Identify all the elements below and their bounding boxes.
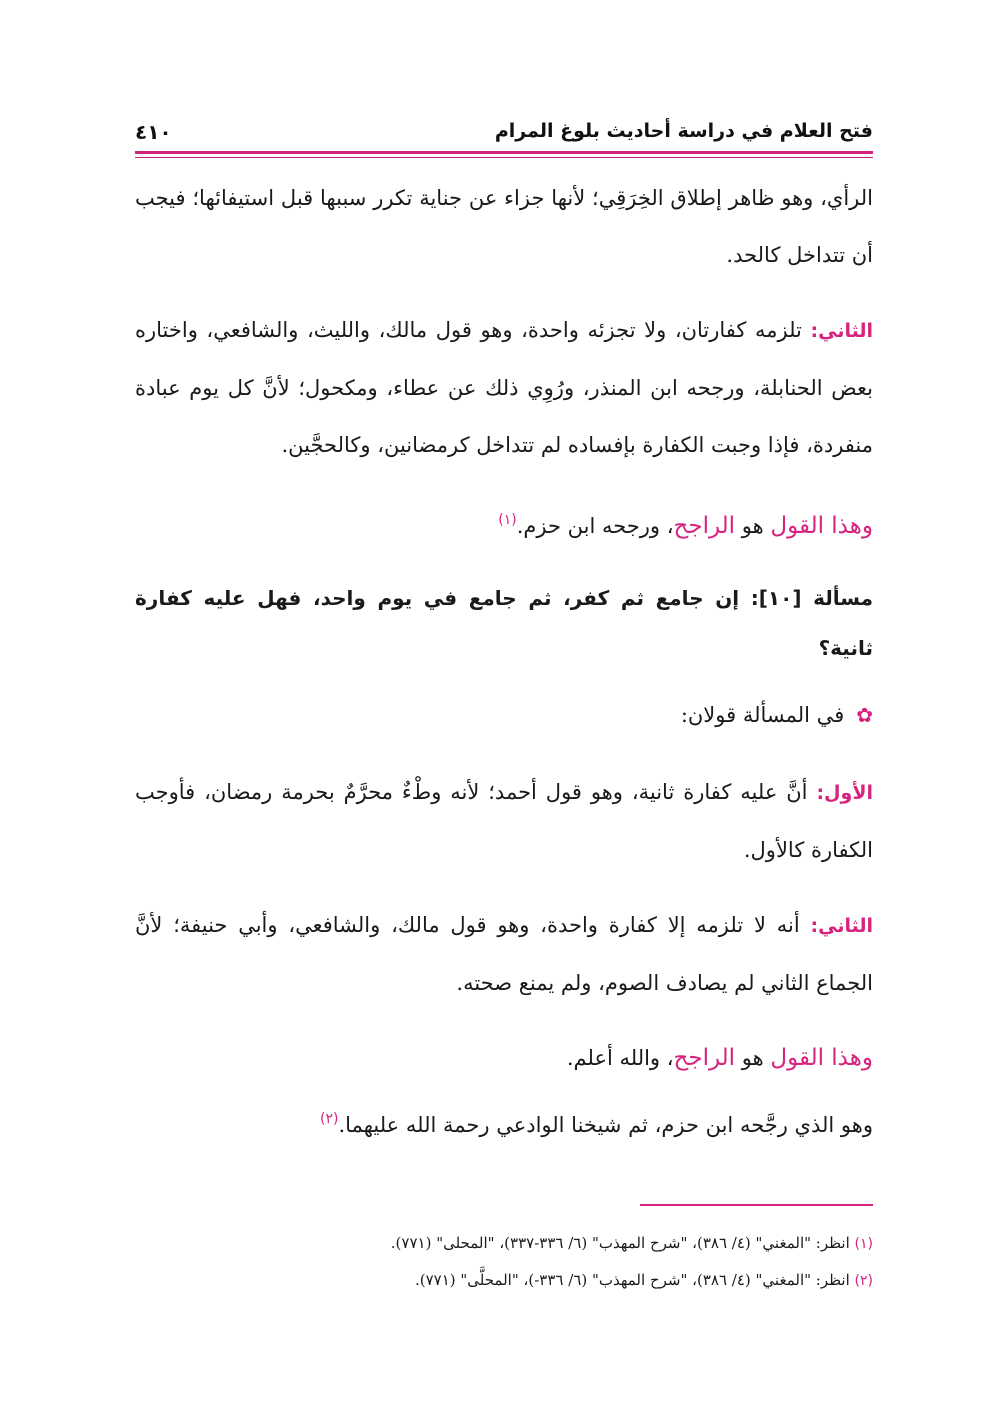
header-rule-thick [135,151,873,154]
paragraph-6-text: أنه لا تلزمه إلا كفارة واحدة، وهو قول مالك، والشافعي، وأبي حنيفة؛ لأنَّ الجماع الثاني لم يصادف الصوم، ولم يمنع صحته. [135,913,873,995]
flower-ornament-icon: ✿ [856,703,873,727]
header-rule-thin [135,157,873,158]
issue-heading: مسألة [١٠]: إن جامع ثم كفر، ثم جامع في يوم واحد، فهل عليه كفارة ثانية؟ [135,586,873,660]
running-header [135,118,873,148]
footnote-1-number: (١) [854,1236,873,1252]
opinion-label-first: الأول: [816,782,873,804]
footnote-2-part-b: "المغني" [755,1271,812,1289]
footnote-1-part-d: "شرح المهذب" [591,1234,688,1252]
footnote-1-part-a: انظر: [811,1234,855,1252]
footnote-2-part-d: "شرح المهذب" [591,1271,688,1289]
paragraph-5 [135,764,873,879]
preferred-phrase-2: وهذا القول [770,1045,873,1071]
footnote-2-part-c: (٤/ ٣٨٦)، [687,1271,756,1289]
footnote-1-part-g: (٧٧١). [390,1234,437,1252]
footnote-1-part-f: "المحلى" [436,1234,495,1252]
preferred-word: الراجح [673,513,736,539]
footnote-2-part-e: (٦/ ٣٣٦-)، [518,1271,592,1289]
paragraph-3-huwa: هو [735,514,771,538]
book-title: فتح العلام في دراسة أحاديث بلوغ المرام [494,120,873,142]
footnote-ref-1[interactable]: (١) [498,512,517,528]
paragraph-6 [135,897,873,1012]
footnote-1 [135,1225,873,1262]
page-number: ٤١٠ [135,120,172,144]
footnote-2-part-f: "المحلَّى" [460,1271,519,1289]
footnote-2-part-g: (٧٧١). [414,1271,461,1289]
paragraph-8-text: وهو الذي رجَّحه ابن حزم، ثم شيخنا الوادعي رحمة الله عليهما. [338,1113,873,1137]
paragraph-3 [135,492,873,555]
footnote-2-number: (٢) [854,1273,873,1289]
paragraph-5-text: أنَّ عليه كفارة ثانية، وهو قول أحمد؛ لأنه وطْءٌ محرَّمٌ بحرمة رمضان، فأوجب الكفارة كالأول. [135,780,873,862]
paragraph-4-text: في المسألة قولان: [680,703,845,727]
paragraph-7-text: ، والله أعلم. [566,1046,674,1070]
paragraph-4 [135,687,873,744]
paragraph-1-text: الرأي، وهو ظاهر إطلاق الخِرَقِي؛ لأنها جزاء عن جناية تكرر سببها قبل استيفائها؛ فيجب أن تتداخل كالحد. [135,186,873,267]
opinion-label-second-2: الثاني: [810,915,873,937]
preferred-phrase: وهذا القول [770,513,873,539]
paragraph-3-text: ، ورجحه ابن حزم. [516,514,674,538]
paragraph-8 [135,1091,873,1154]
paragraph-2 [135,302,873,474]
paragraph-7 [135,1030,873,1087]
main-text [135,170,873,1172]
footnote-ref-2[interactable]: (٢) [320,1111,339,1127]
footnotes [135,1225,873,1299]
paragraph-7-huwa: هو [735,1046,771,1070]
footnote-rule [640,1204,873,1206]
footnote-1-part-b: "المغني" [755,1234,812,1252]
preferred-word-2: الراجح [673,1045,736,1071]
footnote-2-part-a: انظر: [811,1271,855,1289]
opinion-label-second: الثاني: [810,320,873,342]
footnote-1-part-e: (٦/ ٣٣٦-٣٣٧)، [494,1234,592,1252]
paragraph-2-text: تلزمه كفارتان، ولا تجزئه واحدة، وهو قول مالك، والليث، والشافعي، واختاره بعض الحنابلة، ورجحه ابن المنذر، ورُوِي ذلك عن عطاء، ومكحول؛ لأنَّ كل يوم عبادة منفردة، فإذا وجبت الكفارة بإفساده لم تتداخل كرمضانين، وكالحجَّين. [135,318,873,457]
paragraph-1 [135,170,873,284]
footnote-1-part-c: (٤/ ٣٨٦)، [687,1234,756,1252]
footnote-2 [135,1262,873,1299]
